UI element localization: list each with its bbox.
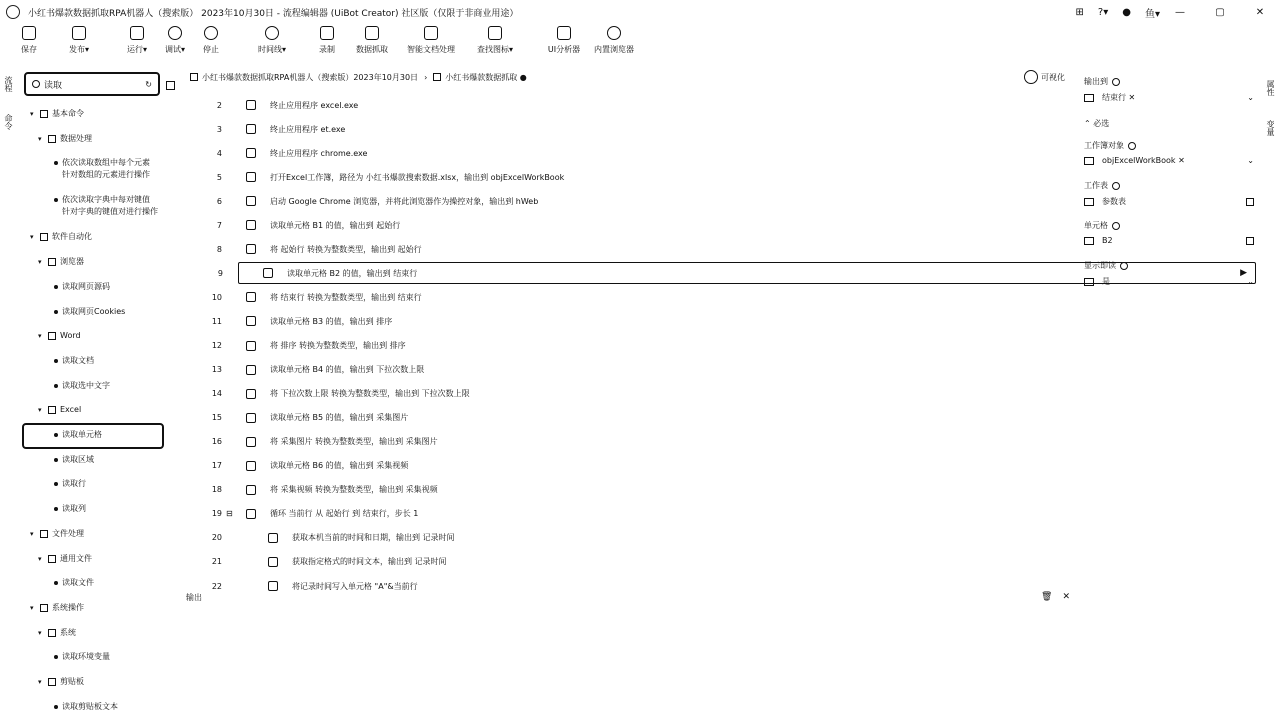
command-text: 将 起始行 转换为整数类型，输出到 起始行 — [270, 244, 422, 254]
category-icon — [48, 258, 56, 266]
window-controls — [1062, 0, 1280, 24]
command-icon — [246, 196, 256, 206]
command-text: 读取单元格 B1 的值，输出到 起始行 — [270, 220, 401, 230]
code-row[interactable] — [186, 190, 1076, 212]
help-icon — [1120, 262, 1128, 270]
command-text: 将 结束行 转换为整数类型，输出到 结束行 — [270, 292, 422, 302]
breadcrumb-flow[interactable]: 小红书爆款数据抓取 ● — [445, 72, 527, 82]
code-row[interactable] — [186, 310, 1076, 332]
help-icon — [1112, 182, 1120, 190]
chevron-down-icon: ⌄ — [1247, 93, 1254, 102]
line-number: 12 — [211, 341, 222, 350]
category-icon — [40, 604, 48, 612]
data-scrape-icon — [365, 26, 379, 40]
command-text: 将 采集视频 转换为整数类型，输出到 采集视频 — [270, 485, 438, 495]
browser-icon — [607, 26, 621, 40]
run-button[interactable]: 运行▾ — [124, 26, 150, 66]
tree-group[interactable] — [30, 602, 84, 614]
command-text: 读取单元格 B5 的值，输出到 采集图片 — [270, 413, 409, 423]
tab-properties[interactable]: 属性 — [1266, 80, 1275, 96]
command-icon — [246, 316, 256, 326]
publish-icon — [72, 26, 86, 40]
find-image-button[interactable]: 查找图标▾ — [474, 26, 516, 66]
tree-group[interactable] — [30, 108, 84, 120]
line-number: 15 — [211, 413, 222, 423]
code-row[interactable] — [186, 238, 1076, 260]
command-text: 将记录时间写入单元格 "A"&当前行 — [292, 581, 418, 591]
save-button[interactable]: 保存 — [16, 26, 42, 66]
category-icon — [40, 233, 48, 241]
command-icon — [54, 482, 58, 486]
command-icon — [246, 389, 256, 399]
doc-process-button[interactable]: 智能文档处理 — [406, 26, 456, 66]
ui-analyzer-button[interactable]: UI分析器 — [546, 26, 582, 66]
command-text: 将 采集图片 转换为整数类型，输出到 采集图片 — [270, 437, 438, 447]
line-number: 6 — [216, 196, 222, 206]
line-number: 17 — [211, 461, 222, 471]
line-number: 5 — [216, 172, 222, 182]
command-text: 打开Excel工作簿，路径为 小红书爆款搜索数据.xlsx，输出到 objExcelWorkBook — [270, 172, 565, 182]
command-icon — [246, 220, 256, 230]
code-row[interactable] — [186, 335, 1076, 357]
tree-item-label: 读取网页源码 — [62, 281, 110, 291]
expand-arrow-icon[interactable]: ▾ — [30, 110, 34, 118]
code-row[interactable] — [186, 551, 1076, 573]
tree-item-label: Excel — [60, 405, 82, 415]
builtin-browser-button[interactable]: 内置浏览器 — [594, 26, 634, 66]
tree-item-label: 系统 — [60, 627, 76, 637]
line-number: 18 — [211, 485, 222, 495]
help-icon[interactable]: ?▾ — [1097, 6, 1109, 18]
line-number: 13 — [211, 365, 222, 375]
publish-button[interactable]: 发布▾ — [66, 26, 92, 66]
tree-item-label: 读取环境变量 — [62, 652, 110, 662]
tree-item-label: 系统操作 — [52, 602, 84, 612]
output-label: 输出 — [186, 592, 202, 602]
category-icon — [48, 678, 56, 686]
tree-item-label: 软件自动化 — [52, 232, 92, 242]
expression-icon — [1084, 198, 1094, 206]
expression-icon — [1084, 237, 1094, 245]
sheet-field[interactable]: 参数表 — [1084, 196, 1254, 207]
line-number: 3 — [216, 124, 222, 134]
tree-item-label: 文件处理 — [52, 528, 84, 538]
line-number: 9 — [217, 268, 223, 278]
command-icon — [246, 341, 256, 351]
layout-icon[interactable]: ⊞ — [1075, 6, 1084, 18]
tree-item[interactable] — [54, 157, 150, 181]
clear-output-icon[interactable]: 🗑 — [1041, 592, 1053, 602]
tree-group[interactable] — [38, 330, 81, 342]
tree-item[interactable] — [54, 380, 110, 392]
command-icon — [54, 507, 58, 511]
notification-icon[interactable]: ● — [1122, 6, 1131, 18]
tree-item[interactable] — [54, 503, 86, 515]
line-number: 14 — [211, 389, 222, 399]
toggle-icon — [1024, 70, 1038, 84]
line-number: 22 — [211, 581, 222, 591]
tree-item-label: 基本命令 — [52, 109, 84, 118]
expand-arrow-icon[interactable]: ▾ — [38, 258, 42, 267]
tree-group[interactable] — [38, 133, 92, 145]
code-row[interactable] — [186, 94, 1076, 116]
tree-item-label: 浏览器 — [60, 257, 84, 267]
command-text: 读取单元格 B3 的值，输出到 排序 — [270, 316, 393, 326]
code-row[interactable] — [186, 214, 1076, 236]
command-text: 终止应用程序 chrome.exe — [270, 148, 368, 158]
command-icon — [54, 458, 58, 462]
code-row[interactable] — [186, 527, 1076, 549]
command-text: 循环 当前行 从 起始行 到 结束行，步长 1 — [270, 509, 419, 519]
category-icon — [48, 629, 56, 637]
chevron-down-icon: ⌄ — [1247, 156, 1254, 165]
tree-item[interactable] — [54, 429, 102, 441]
tree-item[interactable] — [54, 478, 86, 490]
code-row[interactable] — [186, 359, 1076, 381]
command-icon — [54, 285, 58, 289]
edit-icon[interactable] — [1246, 237, 1254, 245]
variable-icon — [1084, 157, 1094, 165]
tab-variables[interactable]: 变量 — [1266, 120, 1275, 136]
tree-item[interactable] — [54, 651, 110, 663]
command-icon — [263, 268, 273, 278]
command-text: 终止应用程序 excel.exe — [270, 100, 359, 110]
refresh-icon[interactable]: ↻ — [145, 79, 152, 89]
tree-item[interactable] — [54, 577, 94, 589]
code-row[interactable] — [186, 503, 1076, 525]
code-row[interactable] — [186, 118, 1076, 140]
code-row[interactable] — [186, 142, 1076, 164]
tree-group[interactable] — [30, 231, 92, 243]
tree-item-label: 数据处理 — [60, 133, 92, 143]
command-text: 获取本机当前的时间和日期，输出到 记录时间 — [292, 533, 455, 543]
command-search-input[interactable]: 读取 ↻ — [24, 72, 160, 96]
chevron-down-icon: ⌄ — [1247, 277, 1254, 286]
edit-icon[interactable] — [1246, 198, 1254, 206]
category-icon — [48, 135, 56, 143]
tree-item-label: Word — [60, 331, 81, 341]
collapse-panel-icon[interactable] — [166, 81, 175, 90]
command-icon — [246, 292, 256, 302]
code-row[interactable] — [186, 455, 1076, 477]
expand-arrow-icon[interactable]: ▾ — [38, 554, 42, 563]
command-text: 读取单元格 B6 的值，输出到 采集视频 — [270, 461, 409, 471]
project-icon — [190, 73, 198, 81]
variable-icon — [1084, 94, 1094, 102]
data-scrape-button[interactable]: 数据抓取 — [354, 26, 390, 66]
run-line-icon[interactable]: ▶ — [1240, 268, 1247, 279]
tree-item-label: 通用文件 — [60, 553, 92, 563]
tree-group[interactable] — [38, 627, 76, 639]
required-section-toggle[interactable]: ⌃ 必选 — [1084, 119, 1110, 128]
record-icon — [320, 26, 334, 40]
command-icon — [246, 461, 256, 471]
command-icon — [54, 433, 58, 437]
line-number: 10 — [211, 292, 222, 302]
code-row[interactable] — [186, 286, 1076, 308]
code-row[interactable] — [186, 383, 1076, 405]
command-icon — [54, 198, 58, 202]
breadcrumb-project[interactable]: 小红书爆款数据抓取RPA机器人（搜索版）2023年10月30日 — [202, 72, 419, 82]
line-number: 19 — [211, 509, 222, 519]
user-menu[interactable]: 鱼▾ — [1144, 8, 1160, 20]
expression-icon — [1084, 278, 1094, 286]
tree-item-label: 读取剪贴板文本 — [62, 701, 118, 711]
command-text: 获取指定格式的时间文本，输出到 记录时间 — [292, 557, 447, 567]
help-icon — [1112, 222, 1120, 230]
line-number: 20 — [211, 533, 222, 543]
command-text: 终止应用程序 et.exe — [270, 124, 346, 134]
expand-arrow-icon[interactable]: ▾ — [38, 628, 42, 637]
debug-icon — [168, 26, 182, 40]
command-text: 启动 Google Chrome 浏览器，并将此浏览器作为操控对象，输出到 hWeb — [270, 196, 539, 206]
expand-arrow-icon[interactable]: ▾ — [30, 603, 34, 612]
tree-item-label: 读取选中文字 — [62, 380, 110, 390]
line-number: 8 — [216, 244, 222, 254]
category-icon — [48, 406, 56, 414]
cell-label: 单元格 — [1084, 220, 1120, 231]
line-number: 21 — [211, 557, 222, 567]
tree-item[interactable] — [54, 454, 94, 466]
close-button[interactable]: ✕ — [1255, 6, 1265, 18]
collapse-block-icon[interactable]: ⊟ — [226, 509, 233, 519]
line-number: 4 — [216, 148, 222, 158]
tab-commands[interactable]: 命令 — [4, 114, 13, 130]
show-value-field[interactable]: 是 ⌄ — [1084, 276, 1254, 287]
command-icon — [246, 365, 256, 375]
stop-icon — [204, 26, 218, 40]
output-panel — [186, 590, 1076, 604]
command-icon — [246, 148, 256, 158]
save-icon — [22, 26, 36, 40]
command-icon — [54, 359, 58, 363]
tree-item-label: 读取区域 — [62, 454, 94, 464]
command-icon — [246, 509, 256, 519]
category-icon — [40, 110, 48, 118]
command-icon — [246, 172, 256, 182]
maximize-button[interactable]: ▢ — [1215, 6, 1225, 18]
expand-arrow-icon[interactable]: ▾ — [38, 134, 42, 143]
tree-item[interactable] — [54, 281, 110, 293]
category-icon — [48, 332, 56, 340]
timeline-icon — [265, 26, 279, 40]
cell-field[interactable]: B2 — [1084, 236, 1254, 245]
line-number: 11 — [211, 316, 222, 326]
find-image-icon — [488, 26, 502, 40]
tree-item-label: 读取文档 — [62, 355, 94, 365]
code-row[interactable] — [186, 166, 1076, 188]
tree-item-description: 针对数组的元素进行操作 — [62, 170, 150, 180]
tree-item[interactable] — [54, 306, 125, 318]
command-icon — [54, 310, 58, 314]
expand-arrow-icon[interactable]: ▾ — [38, 332, 42, 341]
window-title: 小红书爆款数据抓取RPA机器人（搜索版） 2023年10月30日 - 流程编辑器 (UiBot Creator) 社区版（仅限于非商业用途） — [28, 8, 519, 19]
tree-group[interactable] — [38, 256, 84, 268]
command-icon — [268, 557, 278, 567]
title-bar — [0, 0, 1280, 24]
search-icon — [32, 80, 40, 88]
tree-group[interactable] — [38, 553, 92, 565]
tree-item-label: 读取单元格 — [62, 430, 102, 439]
help-icon — [1128, 142, 1136, 150]
left-side-tabs — [0, 70, 18, 142]
code-row[interactable] — [186, 431, 1076, 453]
flow-icon — [433, 73, 441, 81]
doc-icon — [424, 26, 438, 40]
tree-item-label: 读取行 — [62, 479, 86, 489]
tree-item[interactable] — [54, 701, 118, 713]
tree-item-description: 针对字典的键值对进行操作 — [62, 207, 158, 217]
code-row[interactable] — [186, 407, 1076, 429]
command-icon — [54, 384, 58, 388]
expand-arrow-icon[interactable]: ▾ — [30, 233, 34, 242]
line-number: 2 — [216, 100, 222, 110]
category-icon — [48, 555, 56, 563]
command-panel — [18, 68, 180, 720]
tree-item-label: 剪贴板 — [60, 677, 84, 686]
tree-group[interactable] — [38, 404, 81, 416]
timeline-button[interactable]: 时间线▾ — [254, 26, 290, 66]
command-icon — [246, 485, 256, 495]
command-icon — [54, 655, 58, 659]
app-logo-icon — [6, 5, 20, 19]
debug-button[interactable]: 调试▾ — [162, 26, 188, 66]
help-icon — [1112, 78, 1120, 86]
record-button[interactable]: 录制 — [314, 26, 340, 66]
tree-group[interactable] — [30, 528, 84, 540]
workbook-label: 工作簿对象 — [1084, 140, 1136, 151]
command-icon — [246, 437, 256, 447]
tab-flow[interactable]: 流程 — [4, 76, 13, 92]
command-icon — [54, 705, 58, 709]
output-to-label: 输出到 — [1084, 76, 1120, 87]
tree-item-label: 依次读取数组中每个元素 — [62, 158, 150, 168]
show-value-label: 显示即读 — [1084, 260, 1128, 271]
command-text: 将 排序 转换为整数类型，输出到 排序 — [270, 341, 406, 350]
tree-item-label: 读取文件 — [62, 578, 94, 588]
command-text: 将 下拉次数上限 转换为整数类型，输出到 下拉次数上限 — [270, 389, 470, 399]
command-icon — [54, 161, 58, 165]
tree-group[interactable] — [38, 676, 84, 688]
run-icon — [130, 26, 144, 40]
line-number: 16 — [211, 437, 222, 447]
tree-item[interactable] — [54, 355, 94, 367]
command-icon — [54, 581, 58, 585]
command-icon — [246, 244, 256, 254]
code-row[interactable] — [186, 479, 1076, 501]
expand-arrow-icon[interactable]: ▾ — [38, 406, 42, 415]
stop-button[interactable]: 停止 — [198, 26, 224, 66]
visual-mode-toggle[interactable]: 可视化 — [1024, 70, 1065, 84]
tree-item-label: 读取列 — [62, 504, 86, 514]
ui-analyzer-icon — [557, 26, 571, 40]
output-to-field[interactable]: 结束行 ✕ ⌄ — [1084, 92, 1254, 103]
category-icon — [40, 530, 48, 538]
minimize-button[interactable]: — — [1175, 6, 1185, 18]
workbook-field[interactable]: objExcelWorkBook ✕ ⌄ — [1084, 156, 1254, 165]
sheet-label: 工作表 — [1084, 180, 1120, 191]
toolbar — [0, 26, 1280, 66]
command-icon — [246, 124, 256, 134]
command-icon — [268, 533, 278, 543]
tree-item-label: 依次读取字典中每对键值 — [62, 195, 150, 205]
tree-item[interactable] — [54, 194, 158, 218]
close-output-icon[interactable]: ✕ — [1062, 592, 1070, 602]
command-text: 读取单元格 B2 的值，输出到 结束行 — [287, 268, 418, 278]
command-icon — [246, 413, 256, 423]
line-number: 7 — [216, 220, 222, 230]
breadcrumb: 小红书爆款数据抓取RPA机器人（搜索版）2023年10月30日 › 小红书爆款数据抓取 ● — [190, 70, 527, 84]
command-text: 读取单元格 B4 的值，输出到 下拉次数上限 — [270, 365, 425, 375]
tree-item-label: 读取网页Cookies — [62, 306, 126, 316]
command-icon — [246, 100, 256, 110]
expand-arrow-icon[interactable]: ▾ — [38, 678, 42, 686]
expand-arrow-icon[interactable]: ▾ — [30, 529, 34, 538]
